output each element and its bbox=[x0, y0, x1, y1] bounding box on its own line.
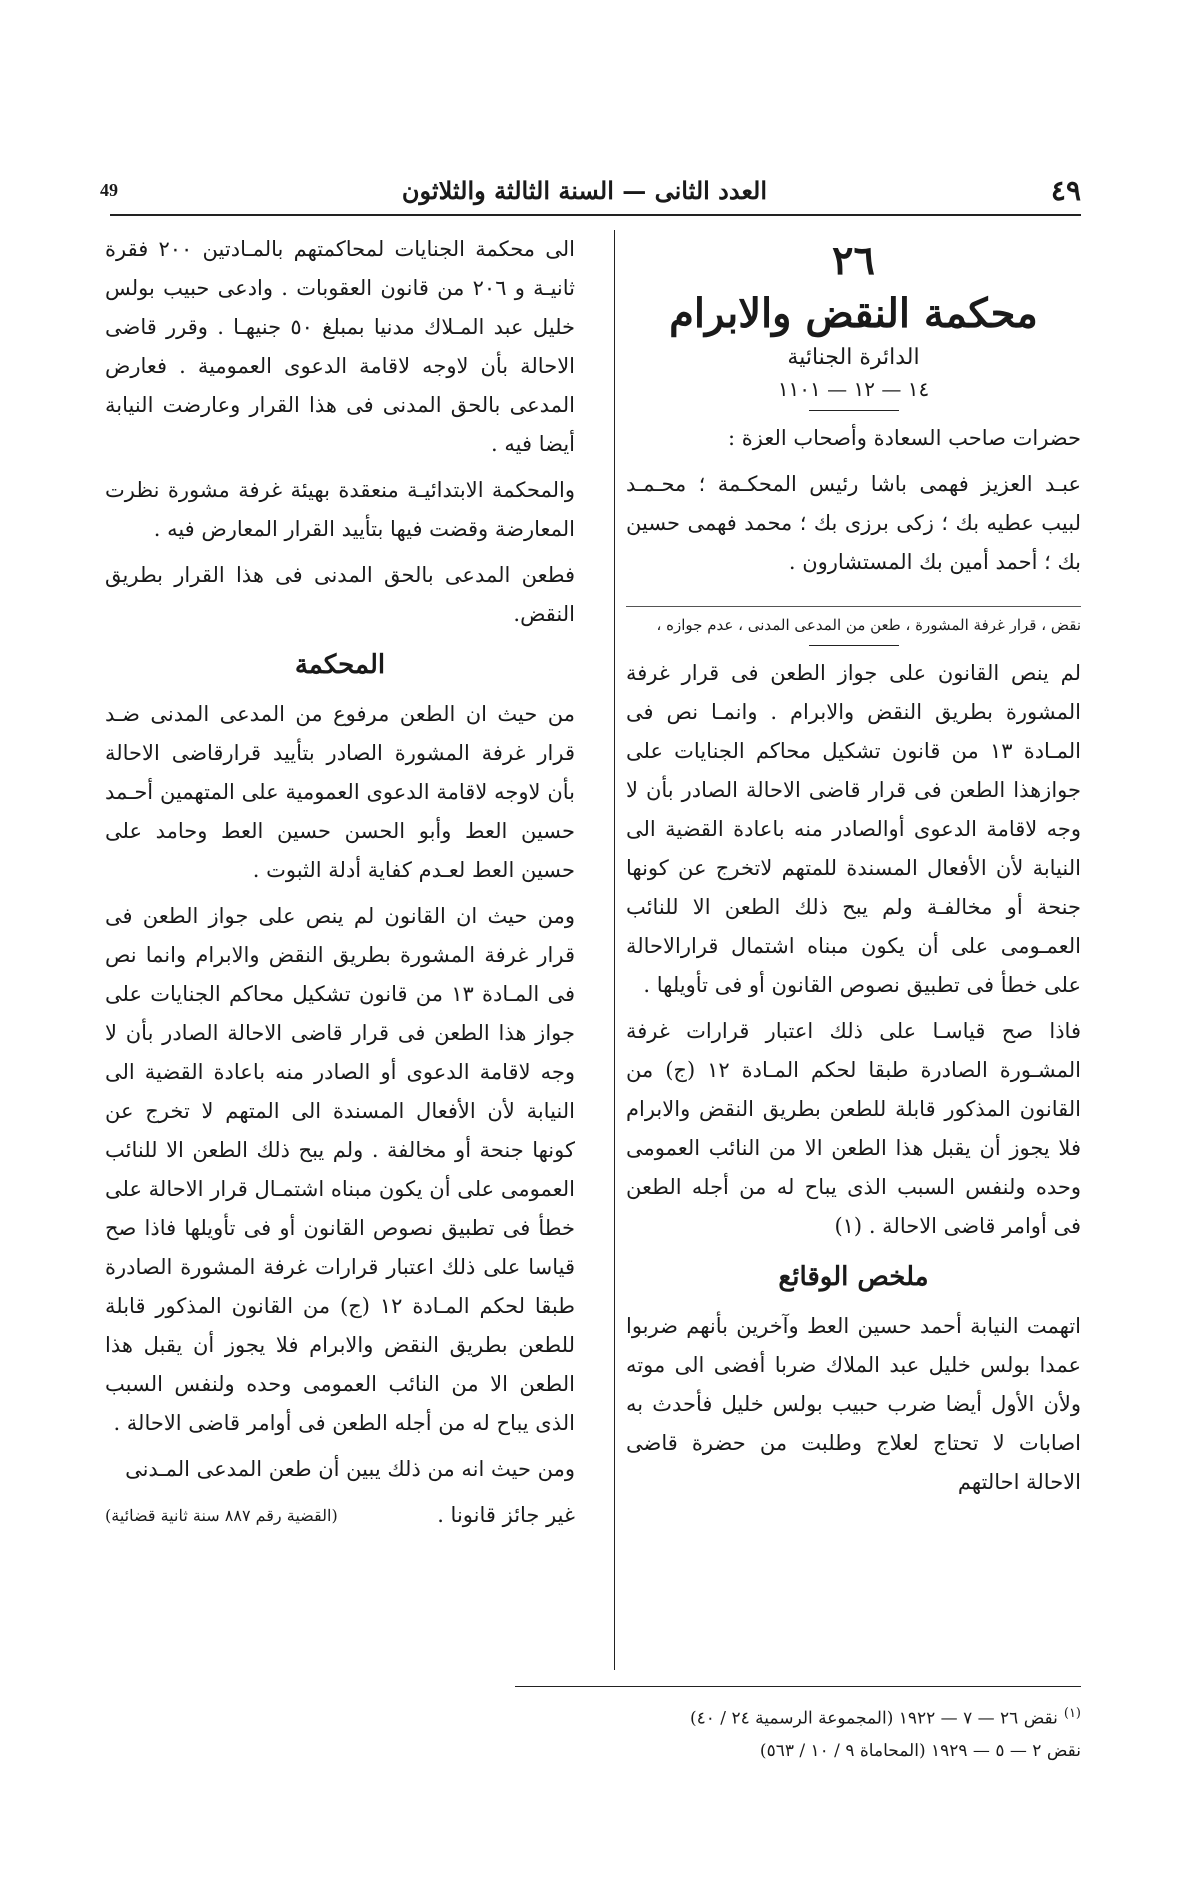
facts-heading: ملخص الوقائع bbox=[778, 1262, 929, 1292]
body-paragraph: فطعن المدعى بالحق المدنى فى هذا القرار بطريق النقض. bbox=[105, 563, 575, 626]
page-number-arabic: ٤٩ bbox=[1050, 173, 1081, 207]
principle-paragraph: لم ينص القانون على جواز الطعن فى قرار غرفة المشورة بطريق النقض والابرام . وانمـا نص فى المـادة ١٣ من قانون تشكيل محاكم الجنايات على جوازهذا الطعن فى قرار قاضى الاحالة الصادر بأن لا وجه لاقامة الدعوى أوالصادر منه باعادة القضية الى النيابة لأن الأفعال المسندة للمتهم لاتخرج عن كونها جنحة أو مخالفـة ولم يبح ذلك الطعن الا للنائب العمـومى على أن يكون مبناه اشتمال قرارالاحالة على خطأ فى تطبيق نصوص القانون أو فى تأويلها . bbox=[626, 661, 1081, 997]
case-number: ٢٦ bbox=[832, 237, 875, 284]
body-paragraph: ومن حيث انه من ذلك يبين أن طعن المدعى المـدنى bbox=[125, 1457, 575, 1481]
short-rule bbox=[809, 410, 899, 411]
attendees-list: عبـد العزيز فهمى باشا رئيس المحكـمة ؛ محـمـد لبيب عطيه بك ؛ زكى برزى بك ؛ محمد فهمى حسين بك ؛ أحمد أمين بك المستشارون . bbox=[626, 472, 1081, 574]
column-divider bbox=[614, 230, 615, 1670]
attendees-intro: حضرات صاحب السعادة وأصحاب العزة : bbox=[727, 426, 1081, 450]
court-name: محكمة النقض والابرام bbox=[669, 290, 1038, 337]
principle-paragraph bbox=[626, 1012, 1081, 1246]
body-paragraph: الى محكمة الجنايات لمحاكمتهم بالمـادتين ٢٠٠ فقرة ثانيـة و ٢٠٦ من قانون العقوبات . وادعى حبيب بولس خليل عبد المـلاك مدنيا بمبلغ ٥٠ جنيهـا . وقرر قاضى الاحالة بأن لاوجه لاقامة الدعوى العمومية . فعارض المدعى بالحق المدنى فى هذا القرار وعارضت النيابة أيضا فيه . bbox=[105, 237, 576, 456]
footnote-text: نقض ٢٦ — ٧ — ١٩٢٢ (المجموعة الرسمية ٢٤ / ٤٠) bbox=[690, 1708, 1058, 1729]
page-header bbox=[100, 165, 1081, 215]
case-reference: (القضية رقم ٨٨٧ سنة ثانية قضائية) bbox=[105, 1506, 338, 1525]
short-rule bbox=[809, 645, 899, 646]
footnote-line bbox=[401, 1698, 1081, 1735]
footnote-rule bbox=[515, 1686, 1081, 1687]
session-date: ١٤ — ١٢ — ١١٠١ bbox=[777, 377, 930, 401]
header-rule bbox=[110, 214, 1081, 216]
body-paragraph: والمحكمة الابتدائيـة منعقدة بهيئة غرفة مشورة نظرت المعارضة وقضت فيها بتأييد القرار المعارض فيه . bbox=[105, 478, 575, 541]
body-paragraph: ومن حيث ان القانون لم ينص على جواز الطعن فى قرار غرفة المشورة بطريق النقض والابرام وانما نص فى المـادة ١٣ من قانون تشكيل محاكم الجنايات على جواز هذا الطعن فى قرار قاضى الاحالة الصادر بأن لا وجه لاقامة الدعوى أو الصادر منه باعادة القضية الى النيابة لأن الأفعال المسندة الى المتهم لا تخرج عن كونها جنحة أو مخالفة . ولم يبح ذلك الطعن الا للنائب العمومى على أن يكون مبناه اشتمـال قرار الاحالة على خطأ فى تطبيق نصوص القانون أو فى تأويلها فاذا صح قياسا على ذلك اعتبار قرارات غرفة المشورة الصادرة طبقا لحكم المـادة ١٢ (ج) من القانون المذكور قابلة للطعن بطريق النقض والابرام فلا يجوز أن يقبل هذا الطعن الا من النائب العمومى وحده ولنفس السبب الذى يباح له من أجله الطعن فى أوامر قاضى الاحالة . bbox=[105, 904, 575, 1435]
body-paragraph: من حيث ان الطعن مرفوع من المدعى المدنى ضـد قرار غرفة المشورة الصادر بتأييد قرارقاضى الاحالة بأن لاوجه لاقامة الدعوى العمومية على المتهمين أحـمد حسين العط وأبو الحسن حسين العط وحامد على حسين العط لعـدم كفاية أدلة الثبوت . bbox=[105, 702, 575, 882]
footnote-line: نقض ٢ — ٥ — ١٩٢٩ (المحاماة ٩ / ١٠ / ٥٦٣) bbox=[759, 1740, 1081, 1761]
left-column bbox=[105, 230, 575, 1535]
page-number-latin: 49 bbox=[100, 179, 118, 200]
facts-paragraph: اتهمت النيابة أحمد حسين العط وآخرين بأنهم ضربوا عمدا بولس خليل عبد الملاك ضربا أفضى الى موته ولأن الأول أيضا ضرب حبيب بولس خليل فأحدث به اصابات لا تحتاج لعلاج وطلبت من حضرة قاضى الاحالة احالتهم bbox=[626, 1314, 1081, 1494]
court-heading: المحكمة bbox=[294, 650, 386, 680]
final-text: غير جائز قانونا . bbox=[437, 1503, 575, 1527]
running-title: العدد الثانى — السنة الثالثة والثلاثون bbox=[401, 175, 768, 205]
closing-line bbox=[105, 1496, 575, 1535]
principle-text: فاذا صح قياسـا على ذلك اعتبار قرارات غرفة المشـورة الصادرة طبقا لحكم المـادة ١٢ (ج) من القانون المذكور قابلة للطعن بطريق النقض والابرام فلا يجوز أن يقبل هذا الطعن الا من النائب العمومى وحده ولنفس السبب الذى يباح له من أجله الطعن فى أوامر قاضى الاحالة . bbox=[626, 1019, 1082, 1238]
footnote-reference: (١) bbox=[834, 1214, 863, 1238]
right-column bbox=[626, 230, 1081, 1509]
circuit-name: الدائرة الجنائية bbox=[787, 345, 920, 370]
footnotes bbox=[401, 1698, 1081, 1767]
footnote-marker: (١) bbox=[1063, 1706, 1081, 1721]
summary-line: نقض ، قرار غرفة المشورة ، طعن من المدعى المدنى ، عدم جوازه ، bbox=[626, 606, 1081, 639]
